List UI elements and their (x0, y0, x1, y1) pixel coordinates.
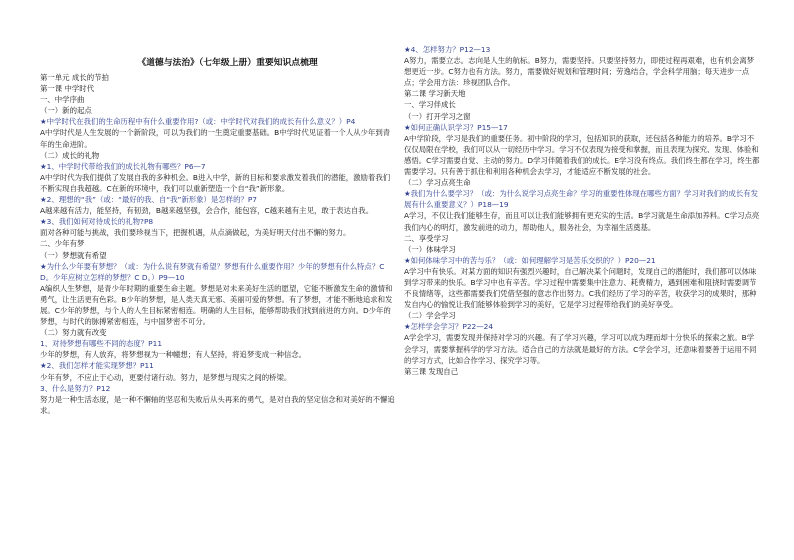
answer-line: 面对各种可能与挑战，我们要珍视当下，把握机遇，从点滴做起，为美好明天付出不懈的努力。 (40, 228, 351, 238)
answer-line: A编织人生梦想，是青少年时期的重要生命主题。梦想是对未来美好生活的愿望，它能不断激发生命的激情和勇气，让生活更有色彩。B少年的梦想，是人类天真无邪、美丽可爱的梦想。有了梦想，才能不断地追求和发展。C少年的梦想，与个人的人生目标紧密相连。明确的人生目标，能够帮助我们找到前进的方向。D少年的梦想，与时代的脉搏紧密相连，与中国梦密不可分。 (40, 283, 393, 327)
question-line: ★1、中学时代带给我们的成长礼物有哪些？P6—7 (40, 161, 206, 171)
question-line: ★如何体味学习中的苦与乐？（或：如何理解学习是苦乐交织的？）P20—21 (404, 255, 656, 265)
answer-line: A学习中有快乐。对某方面的知识有强烈兴趣时，自己解决某个问题时，发现自己的潜能时，我们都可以体味到学习带来的快乐。B学习中也有辛苦。学习过程中需要集中注意力、耗费精力，遇到困难和阻挠时需要调节不良情绪等，这些都需要我们凭借坚强的意志作出努力。C我们经历了学习的辛苦，收获学习的成果时，那种发自内心的愉悦让我们能够体验到学习的美好，它是学习过程带给我们的美好享受。 (404, 266, 757, 310)
heading-line: （一）梦想就有希望 (40, 250, 107, 260)
answer-line: A努力，需要立志。志向是人生的航标。B努力，需要坚持。只要坚持努力，即使过程再艰难，也有机会离梦想更近一步。C努力也有方法。努力，需要做好规划和管理时间；劳逸结合，学会科学用脑；每天进步一点点；学会用方法：珍视团队合作。 (404, 56, 755, 88)
heading-line: （二）努力就有改变 (40, 328, 107, 338)
heading-line: （二）成长的礼物 (40, 150, 100, 160)
page-title: 《道德与法治》（七年级上册）重要知识点梳理 (137, 58, 318, 68)
answer-line: 少年有梦，不应止于心动，更要付诸行动。努力，是梦想与现实之间的桥梁。 (40, 372, 292, 382)
question-line: ★2、我们怎样才能实现梦想？P11 (40, 361, 154, 371)
question-line: ★中学时代在我们的生命历程中有什么重要作用?（或：中学时代对我们的成长有什么意义？）P4 (40, 117, 356, 127)
heading-line: 二、享受学习 (404, 233, 449, 243)
heading-line: 第一单元 成长的节拍 (40, 73, 109, 82)
question-line: ★2、理想的“我”（或：“最好的我、自“我”新形象）是怎样的？P7 (40, 195, 258, 205)
answer-line: A中学阶段，学习是我们的重要任务。初中阶段的学习，包括知识的获取，还包括各种能力的培养。B学习不仅仅局限在学校，我们可以从一切经历中学习。学习不仅表现为接受和掌握，而且表现为探究、发现、体验和感悟。C学习需要自觉、主动的努力。D学习伴随着我们的成长。E学习没有终点。我们终生都在学习，终生都需要学习。只有善于抓住和利用各种机会去学习，才能适应不断发展的社会。 (404, 133, 760, 177)
left-column (40, 72, 395, 416)
question-line: ★4、怎样努力？P12—13 (404, 45, 491, 54)
question-line: ★为什么少年要有梦想？（或：为什么说有梦就有希望？梦想有什么重要作用？少年的梦想有什么特点？C D。少年应树立怎样的梦想？C D。）P9—10 (40, 261, 385, 282)
question-line: ★怎样学会学习？P22—24 (404, 322, 494, 332)
question-line: 1、对待梦想有哪些不同的态度？P11 (40, 339, 163, 349)
heading-line: 一、学习伴成长 (404, 100, 456, 110)
answer-line: A中学时代为我们提供了发展自我的多种机会。B进入中学，新的目标和要求激发着我们的潜能，激励着我们不断实现自我超越。C在新的环境中，我们可以重新塑造一个自“我”新形象。 (40, 172, 391, 193)
answer-line: 努力是一种生活态度，是一种不懈轴的坚忍和失败后从头再来的勇气，是对自我的坚定信念和对美好的不懈追求。 (40, 394, 395, 415)
heading-line: 二、少年有梦 (40, 239, 85, 249)
question-line: ★3、我们如何对待成长的礼物?P8 (40, 217, 154, 227)
question-line: 3、什么是努力？P12 (40, 383, 111, 393)
answer-line: A越来越有活力，能坚持，有韧劲，B越来越坚强，会合作，能包容，C越来越有主见，敢于表达自我。 (40, 206, 374, 216)
heading-line: （一）新的起点 (40, 106, 92, 116)
answer-line: 少年的梦想，有人放弃，将梦想视为一种幢想；有人坚持，将追梦变成一种信念。 (40, 350, 307, 360)
right-column (404, 44, 760, 377)
question-line: ★我们为什么要学习？（或：为什么说学习点亮生命？学习的重要性体现在哪些方面？学习对我们的成长有发展有什么重要意义？）P18—19 (404, 189, 758, 210)
heading-line: （一）打开学习之窗 (404, 111, 471, 121)
heading-line: 第一课 中学时代 (40, 84, 95, 94)
heading-line: （二）学会学习 (404, 311, 456, 321)
heading-line: （一）体味学习 (404, 244, 456, 254)
heading-line: 第三课 发现自己 (404, 366, 459, 376)
heading-line: （二）学习点亮生命 (404, 178, 471, 188)
answer-line: A中学时代是人生发展的一个新阶段，可以为我们的一生奠定重要基础。B中学时代见证着一个人从少年到青年的生命进阶。 (40, 128, 391, 149)
left-content (40, 72, 395, 416)
answer-line: A学习，不仅让我们能够生存，而且可以让我们能够拥有更充实的生活。B学习就是生命添加养料。C学习点亮我们内心的明灯，激发前进的动力，帮助他人，服务社会，为幸福生活奠基。 (404, 211, 760, 232)
heading-line: 一、中学序曲 (40, 95, 85, 105)
answer-line: A学会学习，需要发现并保持对学习的兴趣。有了学习兴趣，学习可以成为理而却十分快乐的探索之旅。B学会学习，需要掌握科学的学习方法。适合自己的方法就是最好的方法。C学会学习，还意味着要善于运用不同的学习方式，比如合作学习、探究学习等。 (404, 333, 757, 365)
heading-line: 第二课 学习新天地 (404, 89, 466, 99)
right-content (404, 44, 760, 377)
question-line: ★如何正确认识学习？P15—17 (404, 122, 508, 132)
